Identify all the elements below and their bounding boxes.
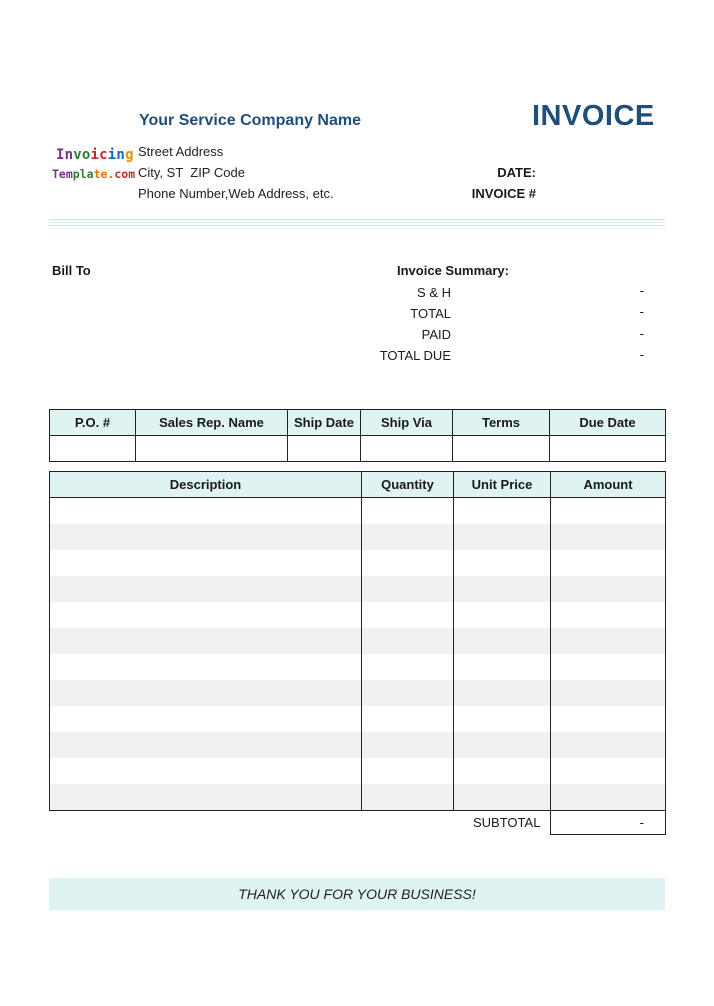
quantity-cell[interactable] [362,758,454,784]
header-amount: Amount [551,472,666,498]
header-description: Description [50,472,362,498]
amount-cell[interactable] [551,576,666,602]
date-label: DATE: [497,165,536,180]
header-unit-price: Unit Price [454,472,551,498]
table-row [50,628,666,654]
header-quantity: Quantity [362,472,454,498]
quantity-cell[interactable] [362,732,454,758]
table-row [50,784,666,811]
invoice-number-label: INVOICE # [471,186,536,201]
description-cell[interactable] [50,654,362,680]
quantity-cell[interactable] [362,524,454,550]
table-row [50,498,666,525]
header-terms: Terms [453,410,550,436]
amount-cell[interactable] [551,550,666,576]
amount-cell[interactable] [551,602,666,628]
description-cell[interactable] [50,706,362,732]
unit-price-cell[interactable] [454,732,551,758]
contact-info: Phone Number,Web Address, etc. [138,186,334,201]
quantity-cell[interactable] [362,654,454,680]
amount-cell[interactable] [551,628,666,654]
unit-price-cell[interactable] [454,628,551,654]
subtotal-box [550,809,666,835]
unit-price-cell[interactable] [454,550,551,576]
amount-cell[interactable] [551,706,666,732]
order-info-table [49,409,666,462]
unit-price-cell[interactable] [454,602,551,628]
terms-cell[interactable] [453,436,550,462]
summary-title: Invoice Summary: [397,263,509,278]
amount-cell[interactable] [551,524,666,550]
description-cell[interactable] [50,784,362,811]
amount-cell[interactable] [551,732,666,758]
table-row [50,550,666,576]
city-state-zip: City, ST ZIP Code [138,165,245,180]
summary-label-total: TOTAL [410,306,451,321]
amount-cell[interactable] [551,784,666,811]
description-cell[interactable] [50,732,362,758]
quantity-cell[interactable] [362,602,454,628]
header-sales-rep: Sales Rep. Name [136,410,288,436]
unit-price-cell[interactable] [454,680,551,706]
table-row [50,680,666,706]
invoice-title: INVOICE [532,100,655,132]
quantity-cell[interactable] [362,498,454,525]
amount-cell[interactable] [551,758,666,784]
summary-label-total-due: TOTAL DUE [379,348,451,363]
quantity-cell[interactable] [362,628,454,654]
summary-label-sh: S & H [417,285,451,300]
header-ship-via: Ship Via [361,410,453,436]
summary-label-paid: PAID [421,327,451,342]
logo [52,145,136,185]
description-cell[interactable] [50,628,362,654]
subtotal-label: SUBTOTAL [473,815,541,830]
unit-price-cell[interactable] [454,524,551,550]
unit-price-cell[interactable] [454,654,551,680]
unit-price-cell[interactable] [454,784,551,811]
table-row [50,706,666,732]
table-row [50,758,666,784]
description-cell[interactable] [50,576,362,602]
quantity-cell[interactable] [362,680,454,706]
header-ship-date: Ship Date [288,410,361,436]
unit-price-cell[interactable] [454,576,551,602]
table-row [50,524,666,550]
po-number-cell[interactable] [50,436,136,462]
table-row [50,602,666,628]
description-cell[interactable] [50,758,362,784]
unit-price-cell[interactable] [454,706,551,732]
logo-text-1: Invoicing [56,147,134,163]
header-divider [49,219,665,231]
subtotal-value: - [639,815,644,830]
summary-value-total-due: - [639,347,644,362]
amount-cell[interactable] [551,680,666,706]
summary-value-paid: - [639,326,644,341]
bill-to-label: Bill To [52,263,91,278]
line-items-table [49,471,666,811]
amount-cell[interactable] [551,498,666,525]
description-cell[interactable] [50,602,362,628]
description-cell[interactable] [50,680,362,706]
quantity-cell[interactable] [362,576,454,602]
logo-text-2: Template.com [52,167,136,181]
due-date-cell[interactable] [550,436,666,462]
amount-cell[interactable] [551,654,666,680]
quantity-cell[interactable] [362,784,454,811]
unit-price-cell[interactable] [454,758,551,784]
ship-via-cell[interactable] [361,436,453,462]
header-due-date: Due Date [550,410,666,436]
summary-value-total: - [639,304,644,319]
table-row [50,654,666,680]
unit-price-cell[interactable] [454,498,551,525]
ship-date-cell[interactable] [288,436,361,462]
header-po-number: P.O. # [50,410,136,436]
street-address: Street Address [138,144,224,159]
table-row [50,732,666,758]
description-cell[interactable] [50,498,362,525]
description-cell[interactable] [50,524,362,550]
description-cell[interactable] [50,550,362,576]
thank-you-banner: THANK YOU FOR YOUR BUSINESS! [49,878,665,910]
quantity-cell[interactable] [362,706,454,732]
summary-value-sh: - [639,283,644,298]
table-row [50,576,666,602]
sales-rep-cell[interactable] [136,436,288,462]
company-name: Your Service Company Name [139,112,362,129]
quantity-cell[interactable] [362,550,454,576]
